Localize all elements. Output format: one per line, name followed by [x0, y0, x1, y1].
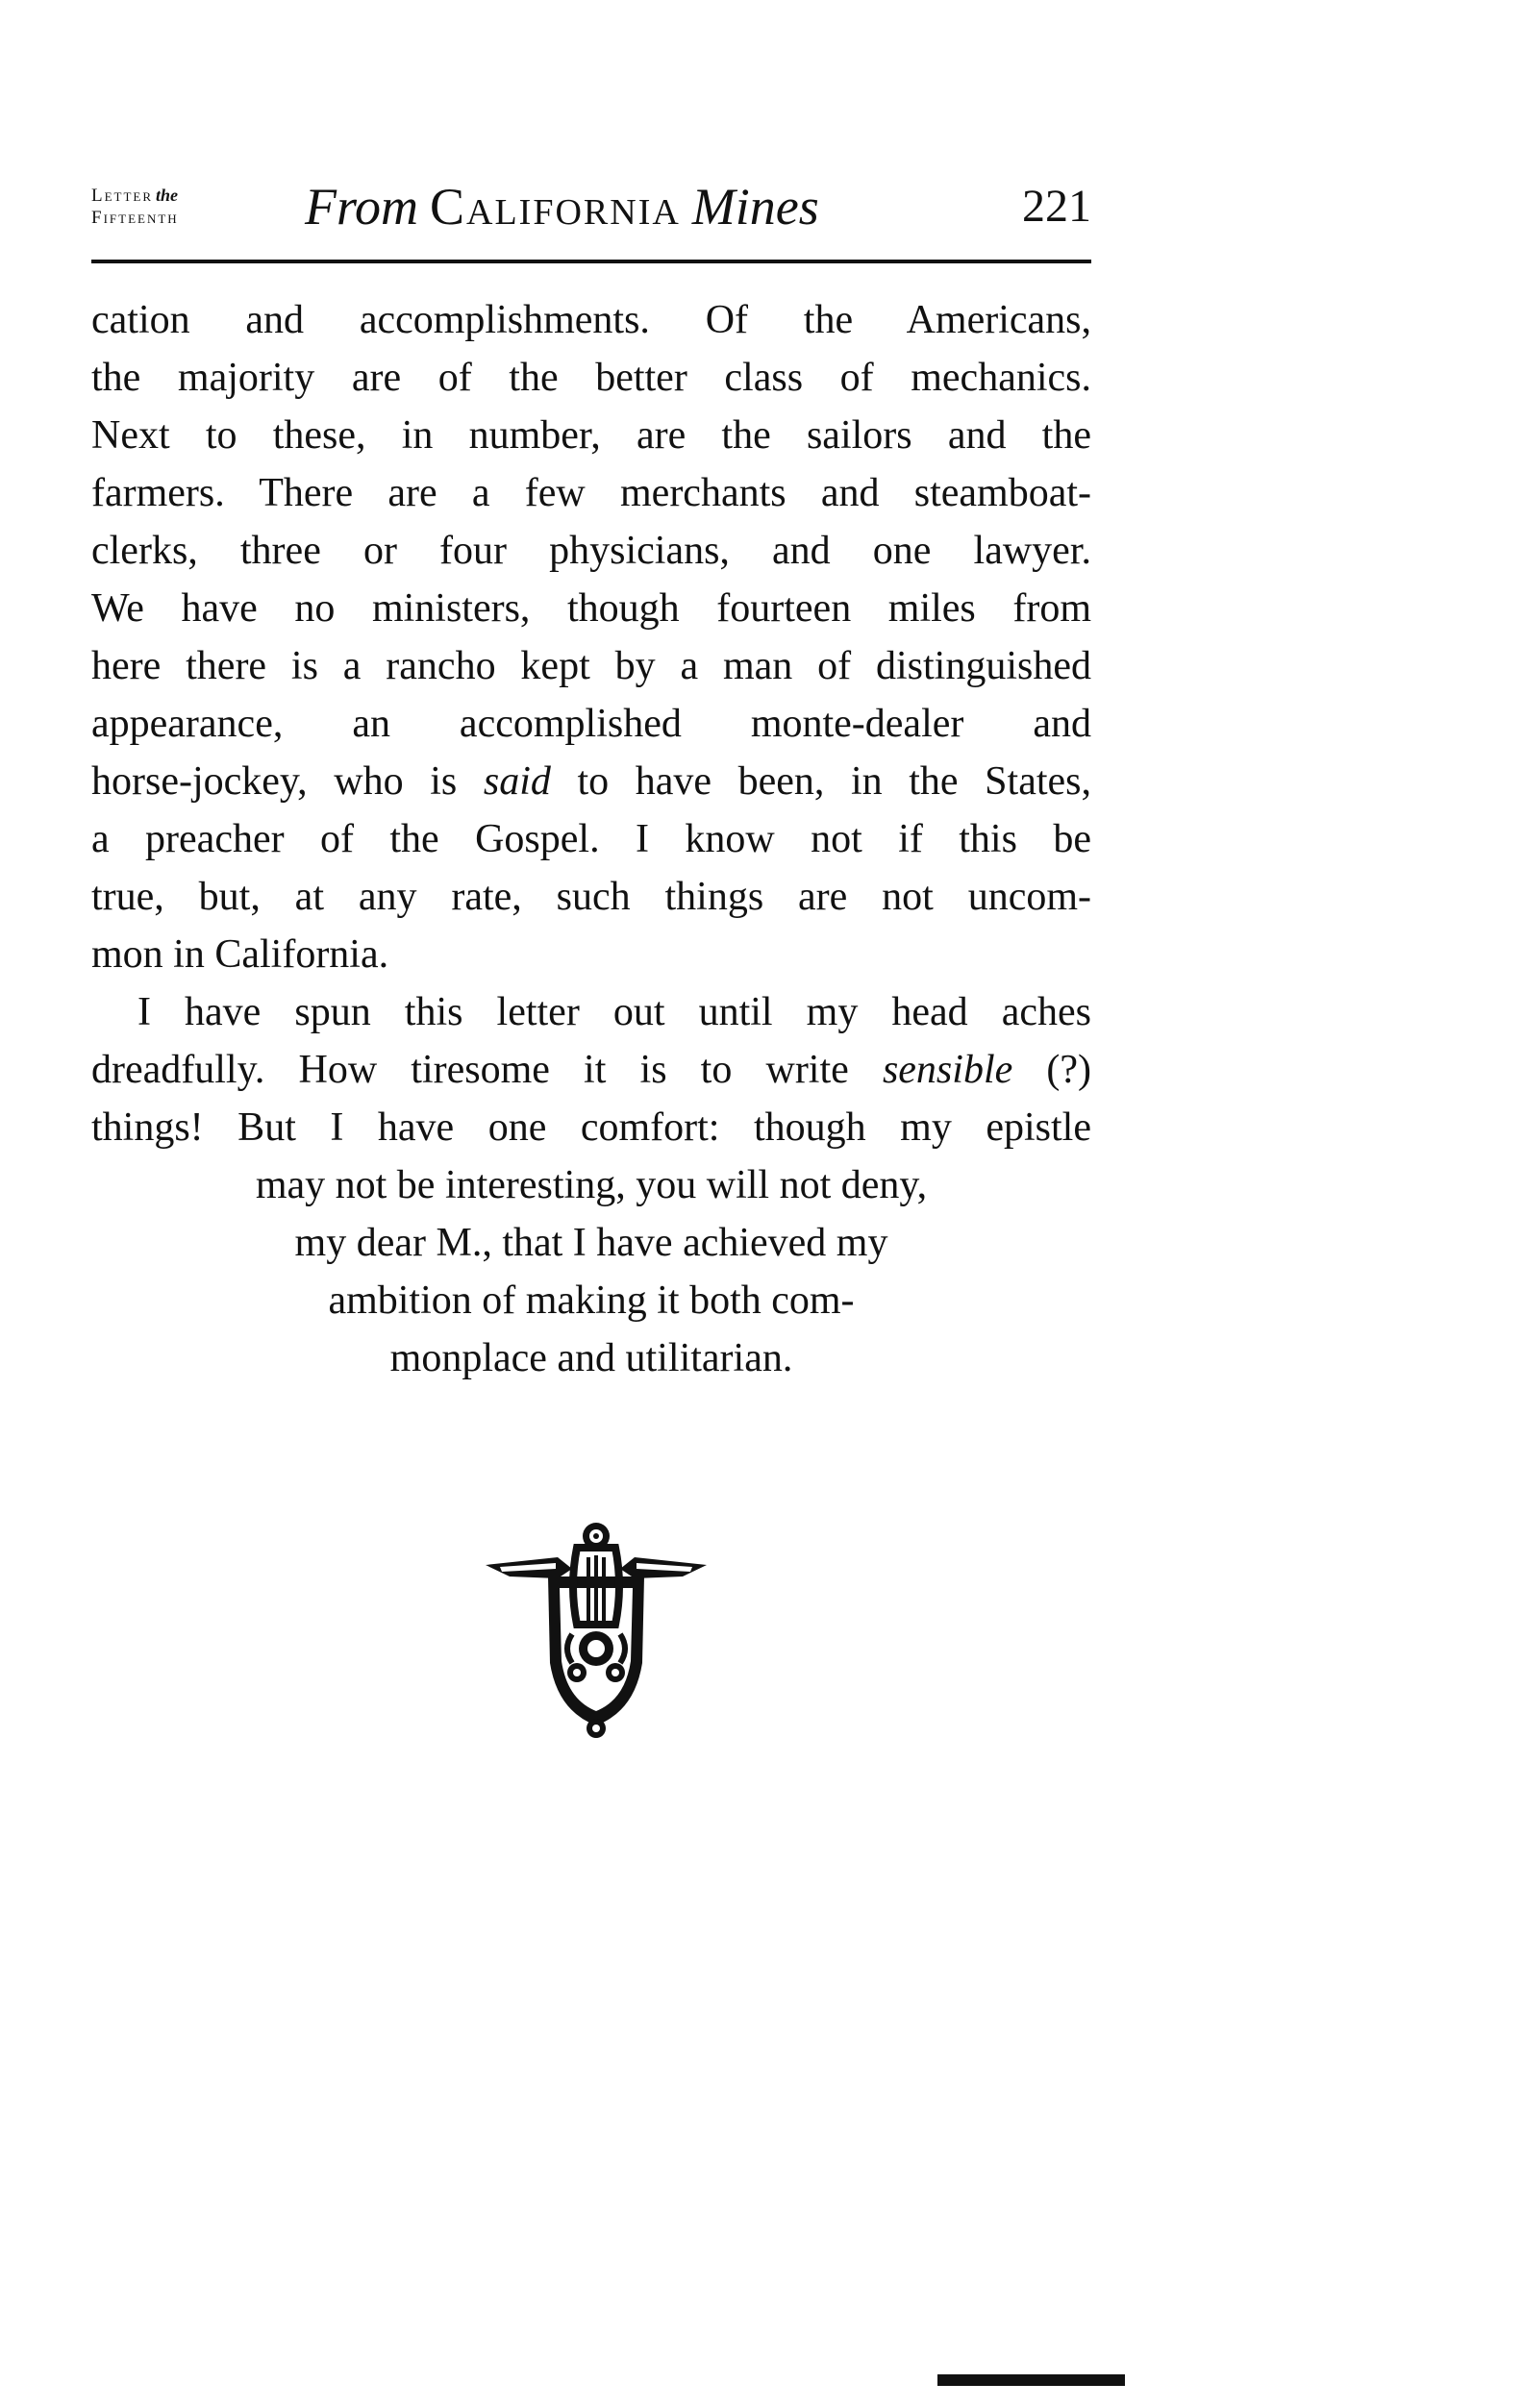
letter-label-the: the — [156, 186, 179, 205]
letter-label-number: Fifteenth — [91, 208, 179, 228]
text-line-9-pre: horse-jockey, who is — [91, 759, 484, 804]
text-line: Next to these, in number, are the sailors and the — [91, 413, 1091, 458]
text-line: may not be interesting, you will not deny, — [255, 1163, 928, 1207]
text-italic-sensible: sensible — [882, 1048, 1013, 1092]
text-line: I have spun this letter out until my head aches — [137, 990, 1091, 1034]
text-line: monplace and utilitarian. — [389, 1336, 793, 1380]
text-line: things! But I have one comfort: though my epistle — [91, 1105, 1091, 1150]
bottom-bar — [937, 2374, 1125, 2386]
text-line: true, but, at any rate, such things are not uncom- — [91, 875, 1091, 919]
title-california: California — [430, 178, 681, 236]
text-italic-said: said — [483, 759, 551, 804]
text-line: here there is a rancho kept by a man of distinguished — [91, 644, 1091, 688]
letter-label-word: Letter — [91, 186, 154, 206]
body-text — [91, 291, 1091, 1387]
text-line: ambition of making it both com- — [328, 1278, 855, 1323]
text-line — [91, 753, 1091, 810]
text-line: farmers. There are a few merchants and steamboat- — [91, 471, 1091, 515]
letter-label — [91, 185, 179, 229]
title-from: From — [305, 178, 418, 236]
text-line: appearance, an accomplished monte-dealer and — [91, 702, 1091, 746]
page-number: 221 — [1022, 181, 1091, 232]
title-mines: Mines — [691, 178, 819, 236]
text-line-9-post: to have been, in the States, — [550, 759, 1092, 804]
text-line: the majority are of the better class of mechanics. — [91, 356, 1091, 400]
text-line: a preacher of the Gospel. I know not if this be — [91, 817, 1091, 861]
text-line: clerks, three or four physicians, and one lawyer. — [91, 529, 1091, 573]
text-line-para2-2-pre: dreadfully. How tiresome it is to write — [91, 1048, 883, 1092]
text-line: cation and accomplishments. Of the Americans, — [91, 298, 1091, 342]
header-rule — [91, 260, 1091, 263]
text-line: my dear M., that I have achieved my — [294, 1221, 888, 1265]
running-header — [91, 173, 1091, 260]
text-line — [91, 1041, 1091, 1099]
running-title — [305, 173, 819, 240]
text-line: We have no ministers, though fourteen miles from — [91, 586, 1091, 631]
text-line-para2-2-post: (?) — [1012, 1048, 1092, 1092]
text-line: mon in California. — [91, 932, 389, 977]
lyre-shield-ornament-icon — [481, 1519, 712, 1740]
